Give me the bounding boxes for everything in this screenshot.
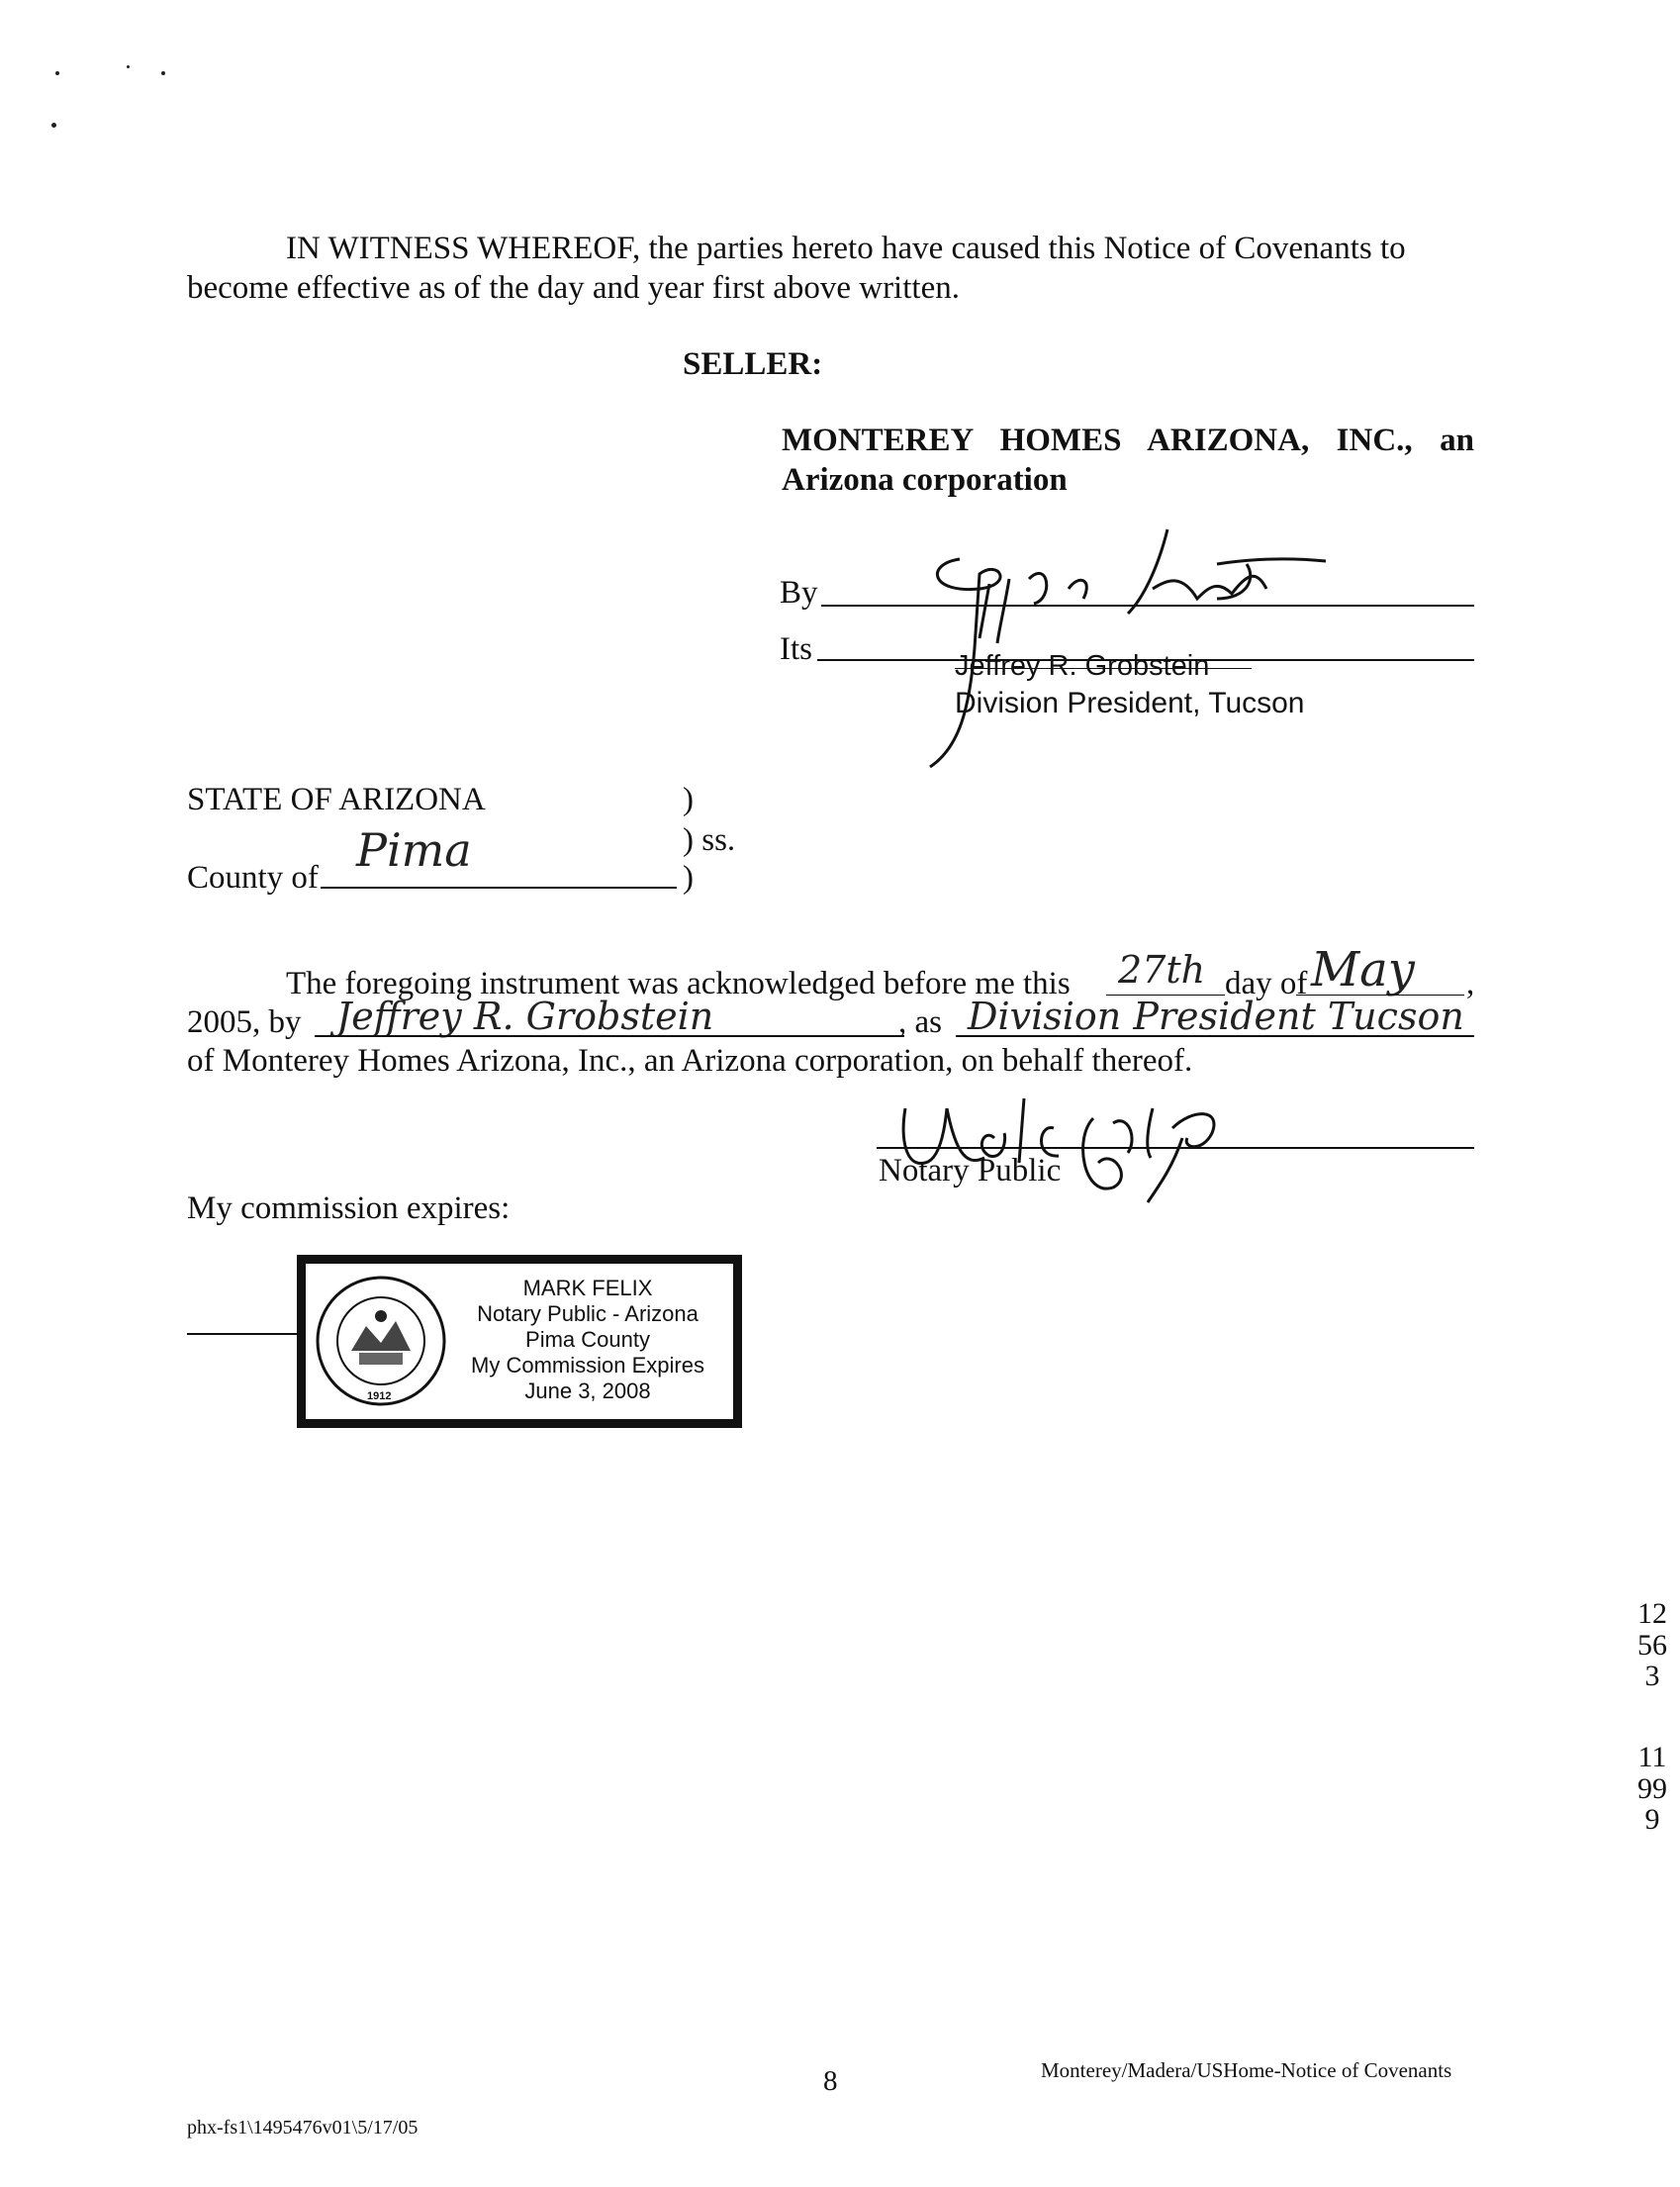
- seller-heading: SELLER:: [683, 346, 823, 382]
- footer-doc-title: Monterey/Madera/USHome-Notice of Covenants: [1041, 2058, 1452, 2082]
- stamp-line-2: Notary Public - Arizona: [477, 1301, 699, 1326]
- county-line: [321, 887, 677, 889]
- page-number: 8: [823, 2065, 838, 2097]
- notary-stamp: [297, 1255, 742, 1428]
- ack-month-handwritten: May: [1311, 942, 1415, 998]
- seller-company-line-1: MONTEREY HOMES ARIZONA, INC., an: [782, 423, 1474, 458]
- notary-signature-line: [877, 1147, 1474, 1149]
- scan-speck: [161, 71, 165, 75]
- scan-speck: [51, 123, 56, 128]
- its-label: Its: [780, 631, 812, 667]
- venue-ss: ) ss.: [683, 822, 736, 858]
- signer-name-strike: [955, 668, 1252, 669]
- ack-as-label: , as: [898, 1004, 942, 1040]
- ack-day-handwritten: 27th: [1118, 948, 1206, 992]
- witness-line-1: IN WITNESS WHEREOF, the parties hereto have caused this Notice of Covenants to: [286, 231, 1406, 266]
- witness-line-2: become effective as of the day and year first above written.: [187, 270, 960, 306]
- ack-title-handwritten: Division President Tucson: [968, 995, 1464, 1038]
- signer-title: Division President, Tucson: [955, 687, 1305, 719]
- ack-name-line: [315, 1035, 904, 1037]
- ack-line-1-text: The foregoing instrument was acknowledged before me this: [286, 966, 1071, 1001]
- stamp-line-1: MARK FELIX: [522, 1276, 653, 1300]
- signer-name: Jeffrey R. Grobstein: [955, 650, 1210, 682]
- stamp-line-3: Pima County: [525, 1327, 650, 1352]
- commission-label: My commission expires:: [187, 1190, 511, 1226]
- notary-label: Notary Public: [879, 1153, 1062, 1189]
- stamp-line-5: June 3, 2008: [524, 1379, 651, 1403]
- margin-number-bottom: 11999: [1637, 1741, 1667, 1836]
- scan-speck: [127, 65, 130, 68]
- ack-name-handwritten: Jeffrey R. Grobstein: [336, 995, 714, 1038]
- margin-number-top: 12563: [1637, 1597, 1667, 1692]
- venue-state: STATE OF ARIZONA: [187, 782, 486, 817]
- seller-signature: [920, 520, 1346, 777]
- venue-paren-3: ): [683, 860, 694, 896]
- ack-day-of-label: day of: [1225, 966, 1308, 1001]
- by-label: By: [780, 575, 818, 611]
- ack-line-3: of Monterey Homes Arizona, Inc., an Arizona corporation, on behalf thereof.: [187, 1043, 1193, 1079]
- ack-comma: ,: [1466, 966, 1475, 1001]
- ack-title-line: [956, 1035, 1474, 1037]
- venue-paren-1: ): [683, 782, 694, 817]
- stamp-seal-year: 1912: [367, 1390, 392, 1402]
- footer-doc-id: phx-fs1\1495476v01\5/17/05: [187, 2117, 419, 2139]
- scan-speck: [55, 71, 59, 75]
- county-handwritten: Pima: [356, 823, 472, 877]
- stamp-line-4: My Commission Expires: [471, 1353, 704, 1378]
- seller-company-line-2: Arizona corporation: [782, 462, 1068, 498]
- county-label: County of: [187, 860, 319, 896]
- ack-year-by: 2005, by: [187, 1004, 302, 1040]
- great-seal-icon: [312, 1272, 450, 1410]
- commission-line: [187, 1333, 306, 1335]
